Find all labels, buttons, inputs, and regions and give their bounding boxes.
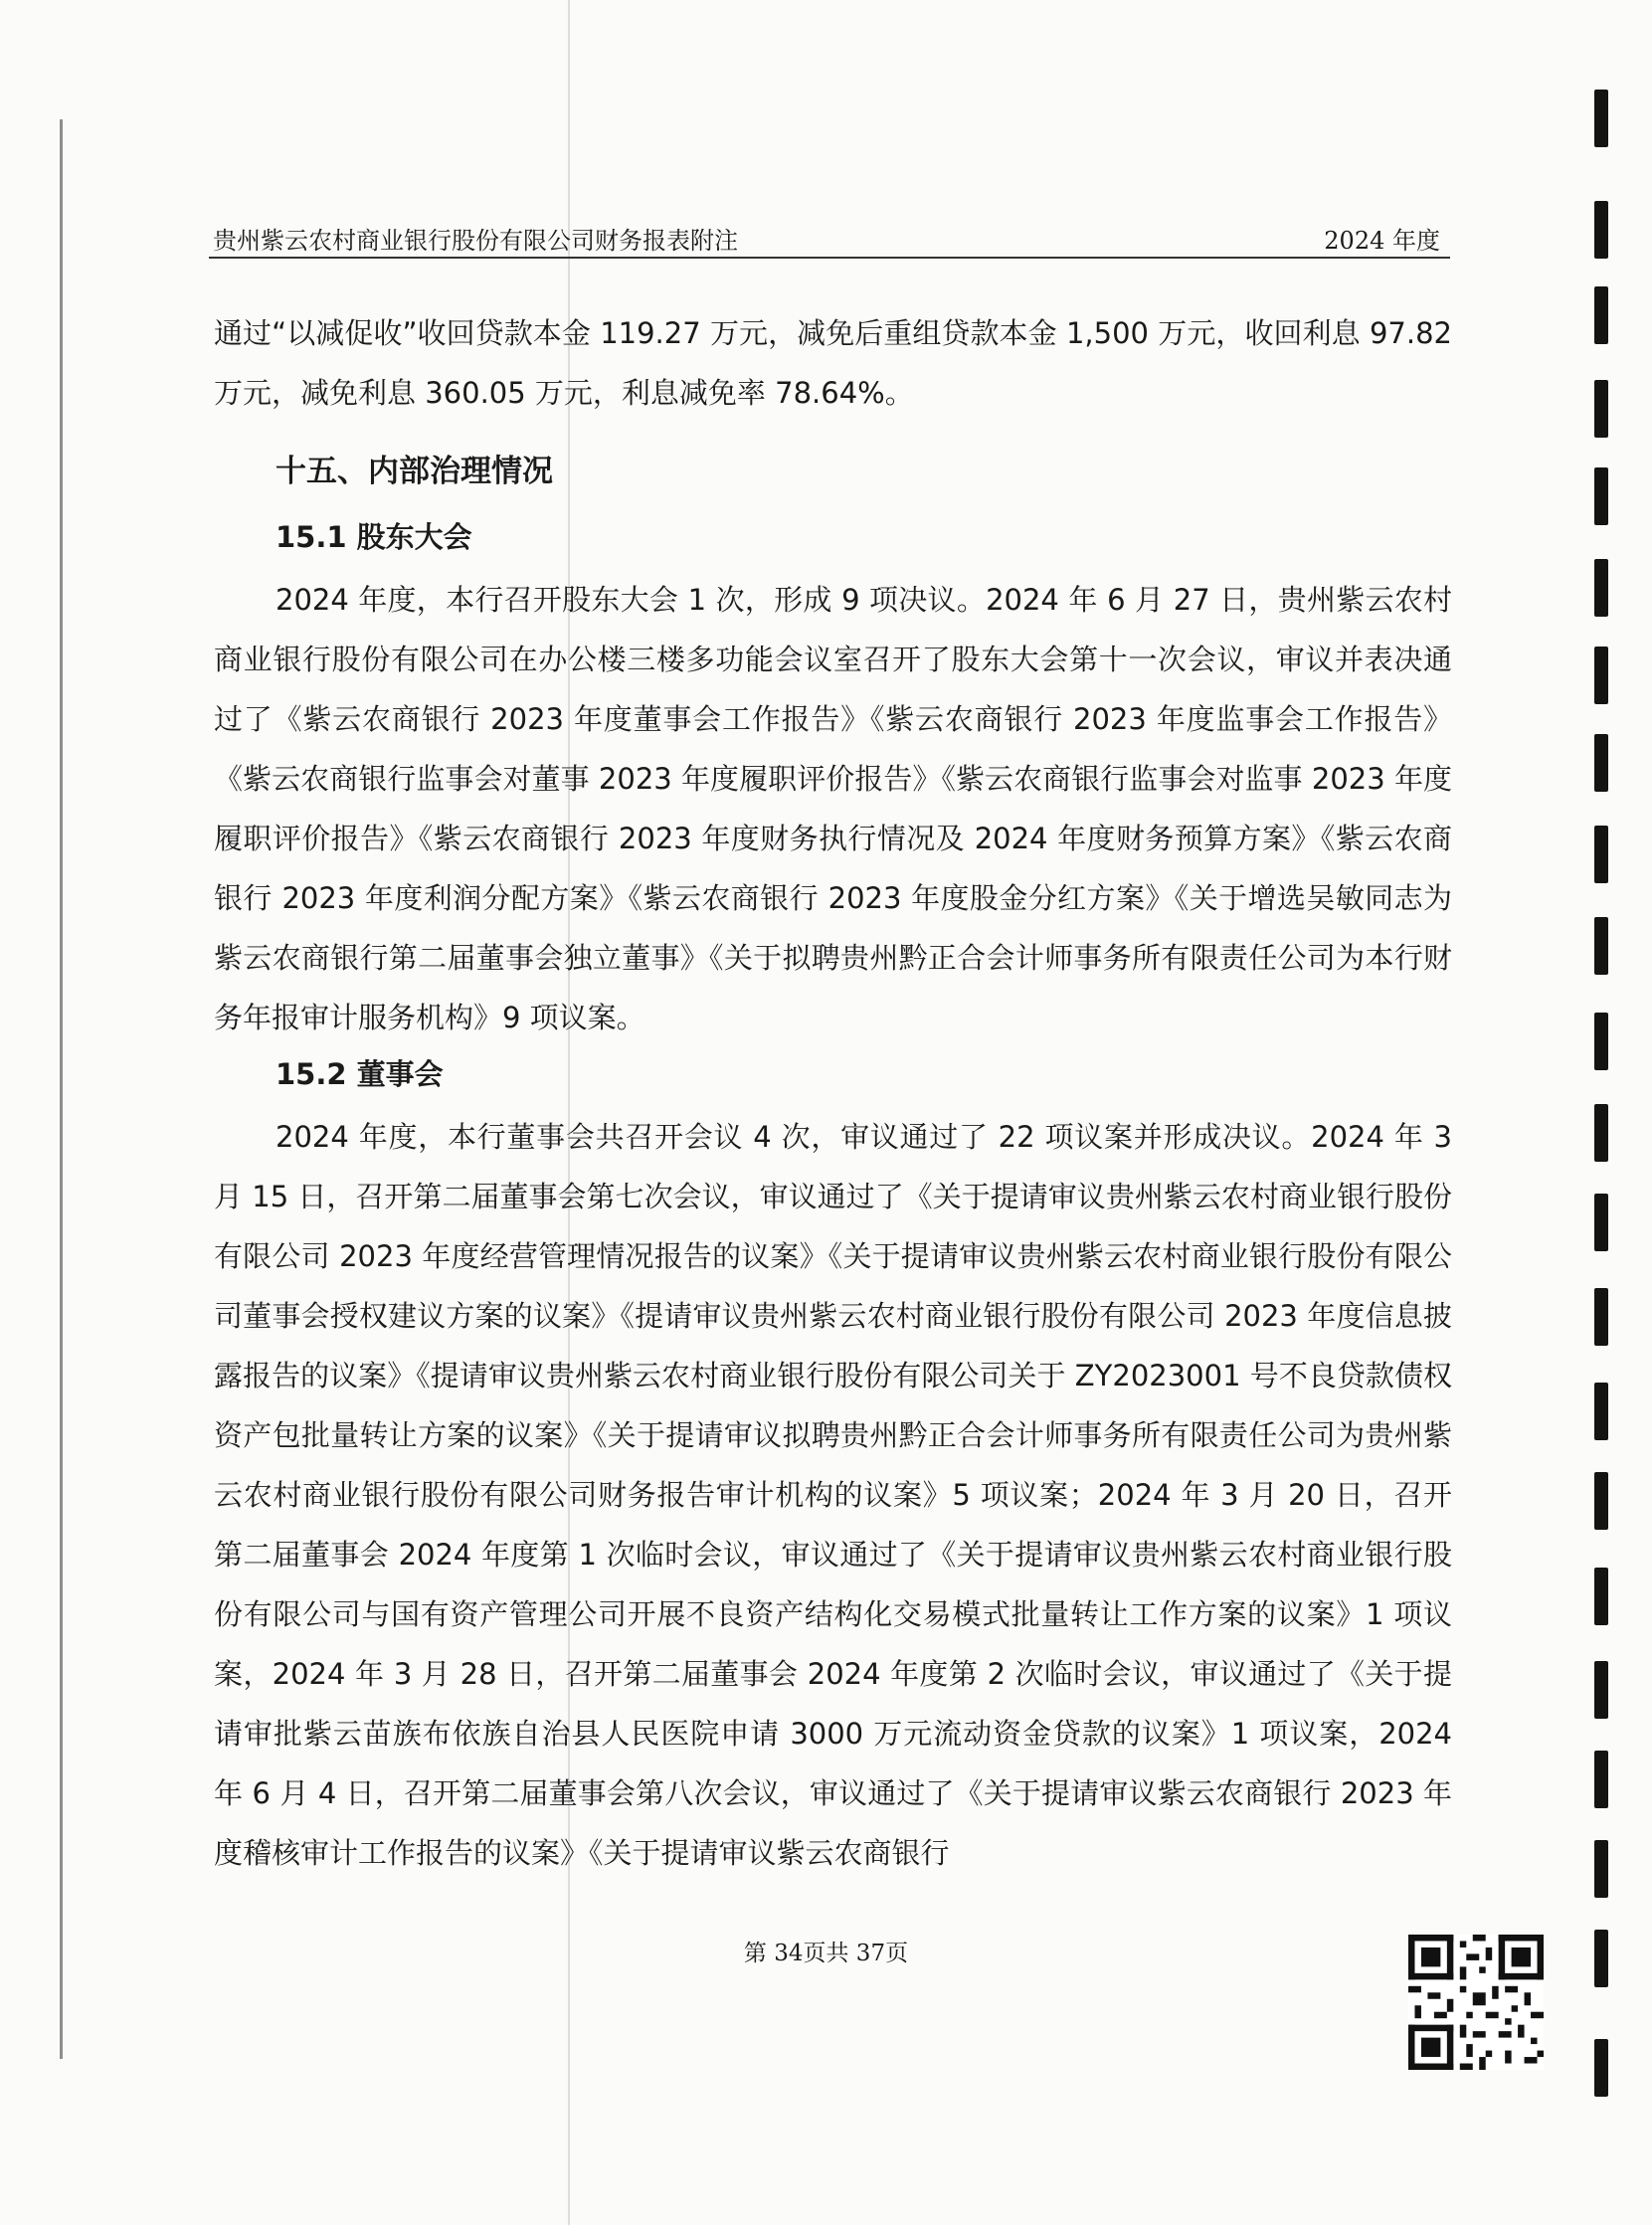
header-year: 2024 年度 — [1324, 227, 1440, 255]
page-header — [209, 219, 1450, 259]
binding-marks — [1594, 90, 1612, 2158]
page-content — [214, 303, 1452, 1883]
page-number: 第 34页共 37页 — [743, 1941, 909, 1966]
qr-code-icon — [1408, 1935, 1544, 2070]
header-title: 贵州紫云农村商业银行股份有限公司财务报表附注 — [213, 227, 738, 255]
paragraph-shareholders: 2024 年度，本行召开股东大会 1 次，形成 9 项决议。2024 年 6 月 27 日，贵州紫云农村商业银行股份有限公司在办公楼三楼多功能会议室召开了股东大会第十一次会议，审议并表决通过了《紫云农商银行 2023 年度董事会工作报告》《紫云农商银行 2023 年度监事会工作报告》《紫云农商银行监事会对董事 2023 年度履职评价报告》《紫云农商银行监事会对监事 2023 年度履职评价报告》《紫云农商银行 2023 年度财务执行情况及 2024 年度财务预算方案》《紫云农商银行 2023 年度利润分配方案》《紫云农商银行 2023 年度股金分红方案》《关于增选吴敏同志为紫云农商银行第二届董事会独立董事》《关于拟聘贵州黔正合会计师事务所有限责任公司为本行财务年报审计服务机构》9 项议案。 — [214, 583, 1452, 1034]
subsection-title-board: 15.2 董事会 — [275, 1057, 444, 1091]
subsection-title-shareholders: 15.1 股东大会 — [275, 520, 472, 554]
section-title: 十五、内部治理情况 — [275, 454, 553, 489]
continuation-paragraph: 通过“以减促收”收回贷款本金 119.27 万元，减免后重组贷款本金 1,500 万元，收回利息 97.82 万元，减免利息 360.05 万元，利息减免率 78.64%。 — [214, 316, 1452, 410]
scan-edge-line — [60, 119, 63, 2059]
paragraph-board: 2024 年度，本行董事会共召开会议 4 次，审议通过了 22 项议案并形成决议。2024 年 3 月 15 日，召开第二届董事会第七次会议，审议通过了《关于提请审议贵州紫云农村商业银行股份有限公司 2023 年度经营管理情况报告的议案》《关于提请审议贵州紫云农村商业银行股份有限公司董事会授权建议方案的议案》《提请审议贵州紫云农村商业银行股份有限公司 2023 年度信息披露报告的议案》《提请审议贵州紫云农村商业银行股份有限公司关于 ZY2023001 号不良贷款债权资产包批量转让方案的议案》《关于提请审议拟聘贵州黔正合会计师事务所有限责任公司为贵州紫云农村商业银行股份有限公司财务报告审计机构的议案》5 项议案；2024 年 3 月 20 日，召开第二届董事会 2024 年度第 1 次临时会议，审议通过了《关于提请审议贵州紫云农村商业银行股份有限公司与国有资产管理公司开展不良资产结构化交易模式批量转让工作方案的议案》1 项议案，2024 年 3 月 28 日，召开第二届董事会 2024 年度第 2 次临时会议，审议通过了《关于提请审批紫云苗族布依族自治县人民医院申请 3000 万元流动资金贷款的议案》1 项议案，2024 年 6 月 4 日，召开第二届董事会第八次会议，审议通过了《关于提请审议紫云农商银行 2023 年度稽核审计工作报告的议案》《关于提请审议紫云农商银行 — [214, 1120, 1452, 1870]
